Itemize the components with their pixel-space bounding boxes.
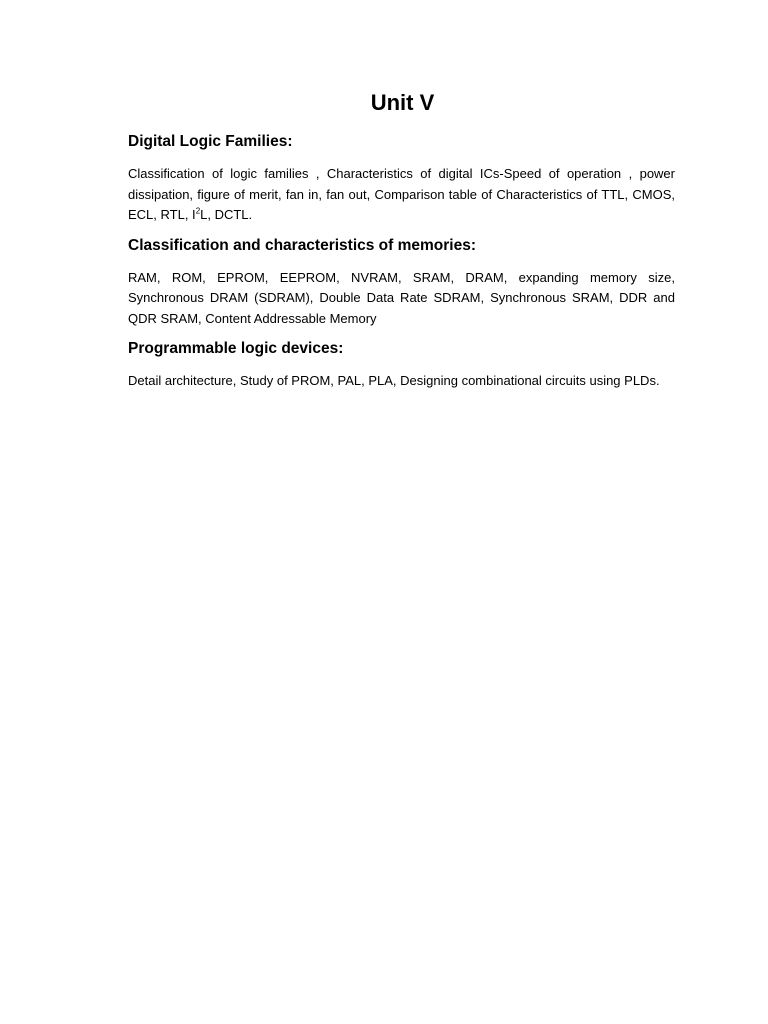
- section-body: Detail architecture, Study of PROM, PAL, PLA, Designing combinational circuits using PLDs.: [128, 373, 660, 388]
- section-body-text: Classification of logic families , Characteristics of digital ICs-Speed of operation , power dissipation, figure of merit, fan in, fan out, Comparison table of Characteristics of TTL, CMOS, ECL, RTL, I: [128, 166, 675, 222]
- superscript-two: 2: [195, 206, 201, 216]
- section-heading: Programmable logic devices:: [128, 340, 344, 357]
- section-memories: [128, 236, 675, 330]
- page-content: [128, 88, 675, 402]
- section-heading: Classification and characteristics of memories:: [128, 236, 477, 254]
- section-body-text-end: L, DCTL.: [200, 207, 253, 222]
- section-body: RAM, ROM, EPROM, EEPROM, NVRAM, SRAM, DRAM, expanding memory size, Synchronous DRAM (SDRAM), Double Data Rate SDRAM, Synchronous SRAM, DDR and QDR SRAM, Content Addressable Memory: [128, 269, 675, 326]
- section-programmable-logic-devices: [128, 339, 675, 392]
- page-title: Unit V: [370, 90, 435, 115]
- section-heading: Digital Logic Families:: [128, 133, 293, 150]
- section-digital-logic-families: [128, 132, 675, 226]
- section-body: [128, 164, 675, 226]
